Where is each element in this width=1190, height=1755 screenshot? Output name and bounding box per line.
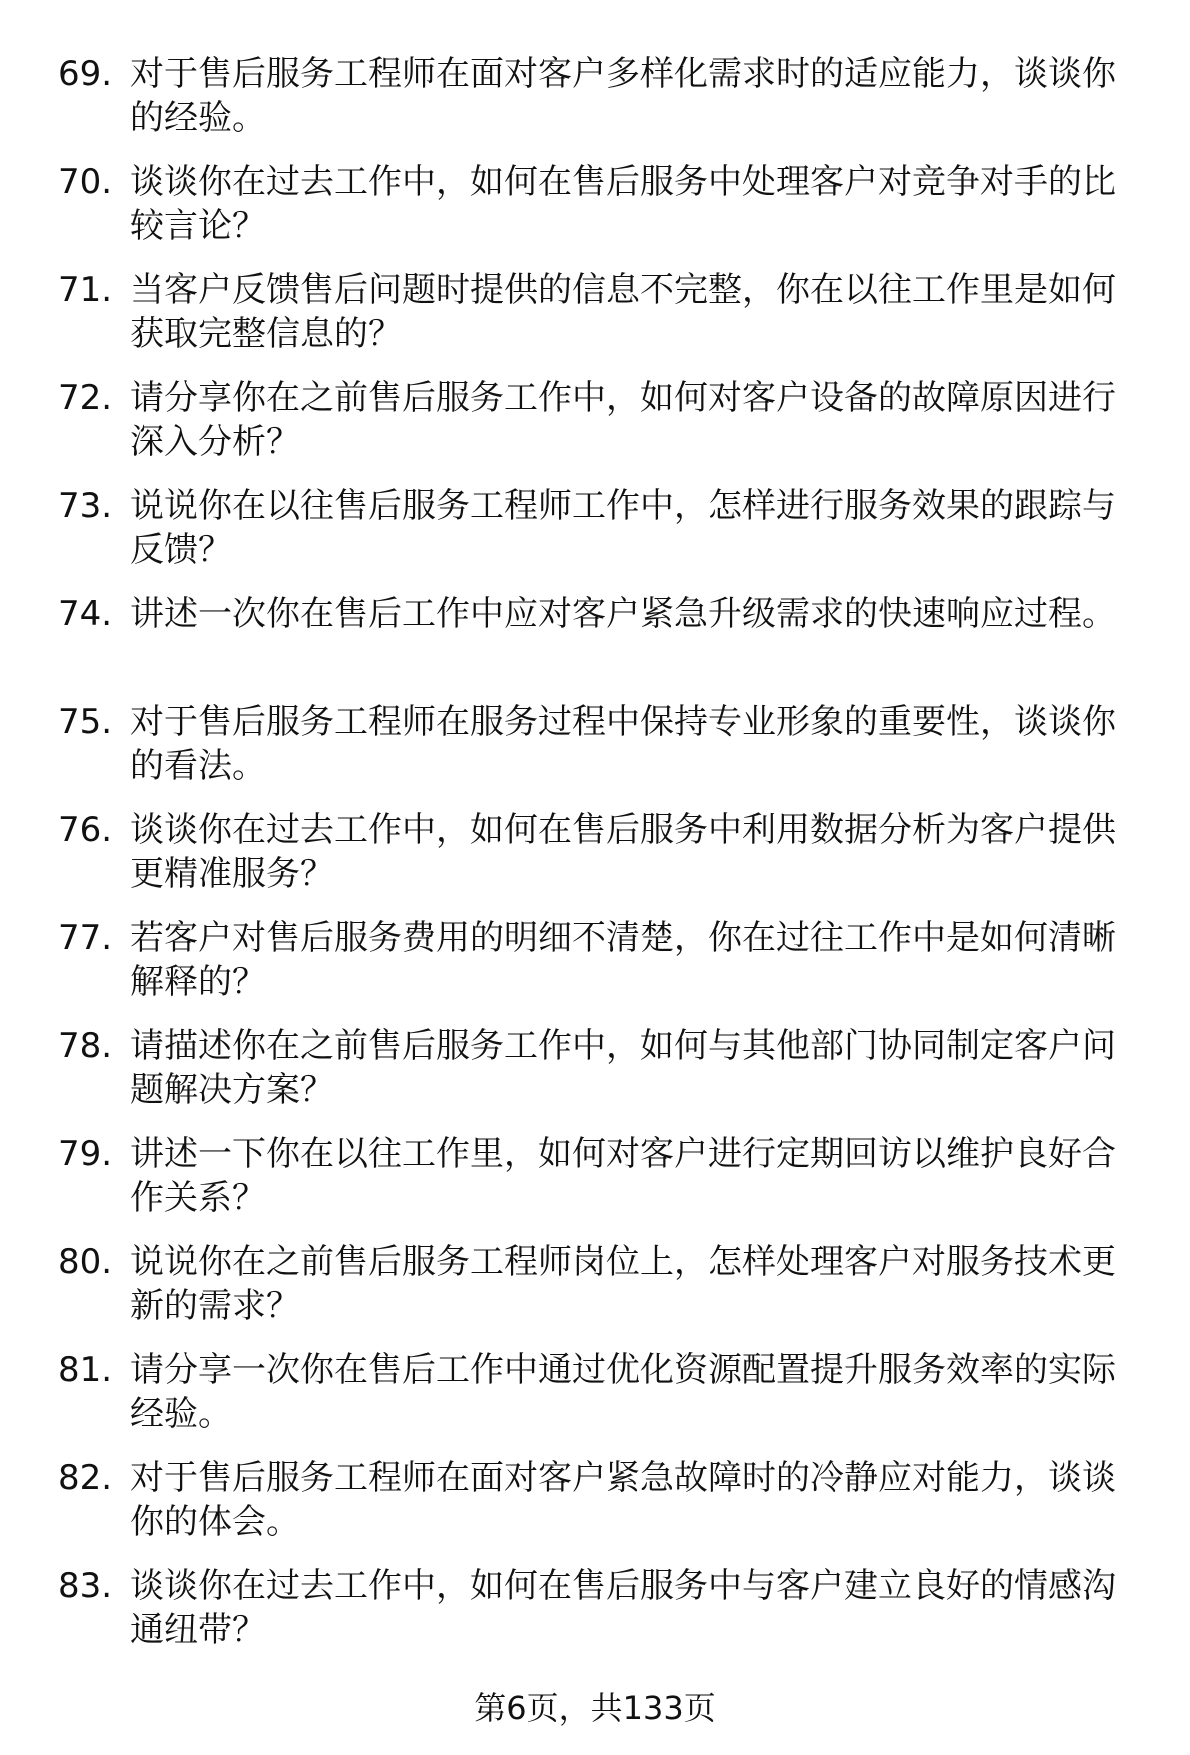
question-text: 若客户对售后服务费用的明细不清楚，你在过往工作中是如何清晰解释的？ [130,918,1116,1002]
list-item [58,808,1148,916]
question-text: 对于售后服务工程师在面对客户多样化需求时的适应能力，谈谈你的经验。 [130,54,1116,138]
question-text: 说说你在之前售后服务工程师岗位上，怎样处理客户对服务技术更新的需求？ [130,1242,1116,1326]
question-number: 72. [58,378,113,418]
list-item [58,916,1148,1024]
question-number: 71. [58,270,113,310]
list-item [58,160,1148,268]
question-number: 69. [58,54,113,94]
question-text: 谈谈你在过去工作中，如何在售后服务中利用数据分析为客户提供更精准服务？ [130,810,1116,894]
question-number: 78. [58,1026,113,1066]
list-item [58,1564,1148,1672]
list-item [58,484,1148,592]
list-item [58,700,1148,808]
question-number: 79. [58,1134,113,1174]
question-text: 对于售后服务工程师在服务过程中保持专业形象的重要性，谈谈你的看法。 [130,702,1116,786]
question-text: 讲述一次你在售后工作中应对客户紧急升级需求的快速响应过程。 [130,594,1116,634]
question-text: 说说你在以往售后服务工程师工作中，怎样进行服务效果的跟踪与反馈？ [130,486,1116,570]
list-item [58,268,1148,376]
question-number: 83. [58,1566,113,1606]
question-number: 82. [58,1458,113,1498]
question-number: 81. [58,1350,113,1390]
question-number: 75. [58,702,113,742]
list-item [58,1348,1148,1456]
question-number: 77. [58,918,113,958]
question-text: 当客户反馈售后问题时提供的信息不完整，你在以往工作里是如何获取完整信息的？ [130,270,1116,354]
question-text: 请分享你在之前售后服务工作中，如何对客户设备的故障原因进行深入分析？ [130,378,1116,462]
list-item [58,592,1148,700]
question-text: 谈谈你在过去工作中，如何在售后服务中与客户建立良好的情感沟通纽带？ [130,1566,1116,1650]
question-text: 谈谈你在过去工作中，如何在售后服务中处理客户对竞争对手的比较言论？ [130,162,1116,246]
question-number: 80. [58,1242,113,1282]
list-item [58,1132,1148,1240]
list-item [58,1240,1148,1348]
question-text: 请分享一次你在售后工作中通过优化资源配置提升服务效率的实际经验。 [130,1350,1116,1434]
question-text: 请描述你在之前售后服务工作中，如何与其他部门协同制定客户问题解决方案？ [130,1026,1116,1110]
question-list [58,52,1148,1672]
question-number: 74. [58,594,113,634]
question-text: 对于售后服务工程师在面对客户紧急故障时的冷静应对能力，谈谈你的体会。 [130,1458,1116,1542]
question-number: 76. [58,810,113,850]
question-text: 讲述一下你在以往工作里，如何对客户进行定期回访以维护良好合作关系？ [130,1134,1116,1218]
list-item [58,1024,1148,1132]
list-item [58,52,1148,160]
page-number: 第6页，共133页 [474,1689,716,1727]
list-item [58,1456,1148,1564]
list-item [58,376,1148,484]
question-number: 73. [58,486,113,526]
question-number: 70. [58,162,113,202]
